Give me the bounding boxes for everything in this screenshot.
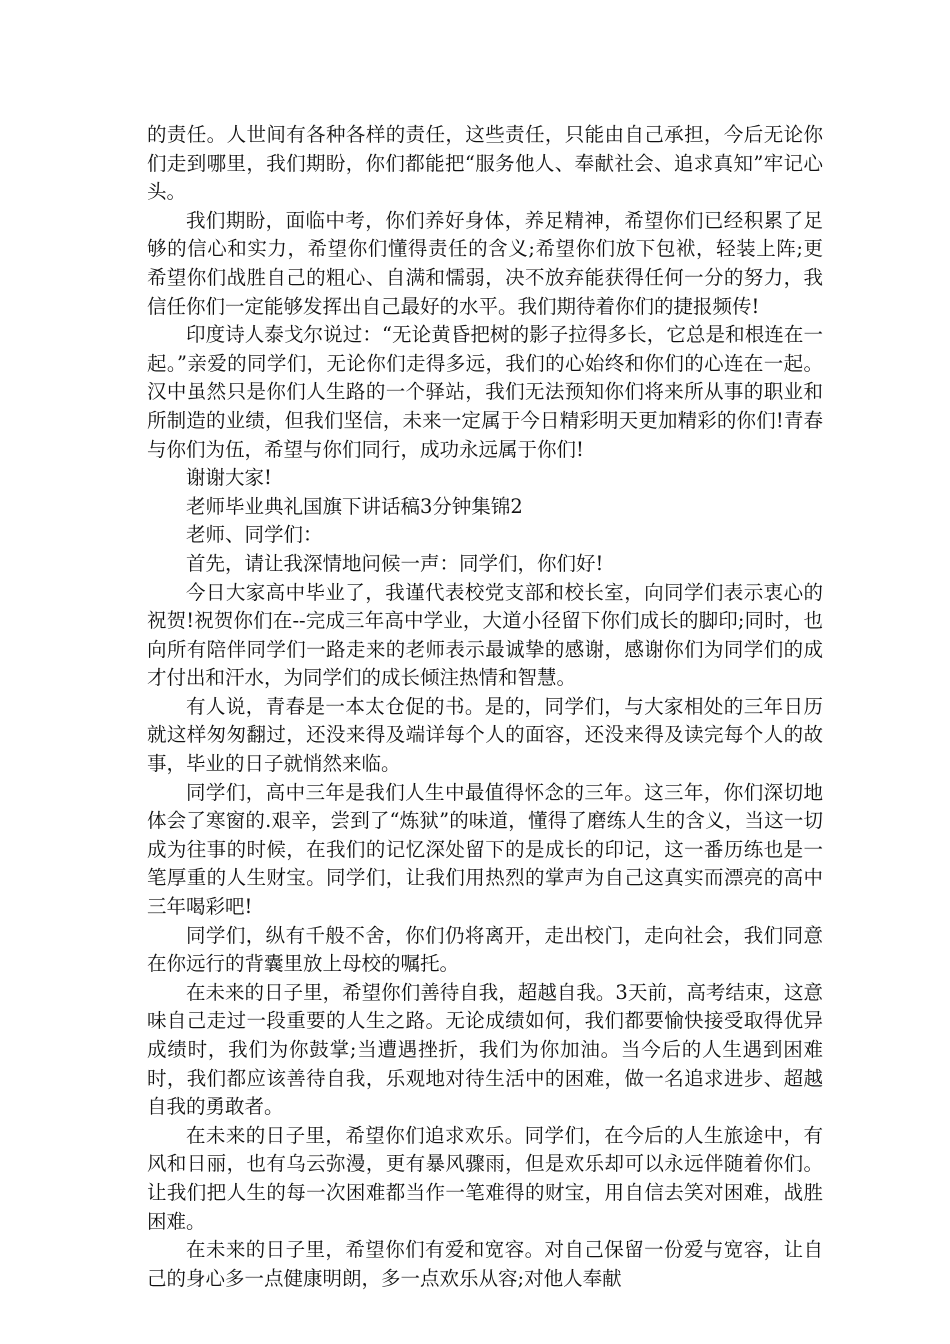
salutation: 老师、同学们： (186, 523, 323, 547)
paragraph-13: 在未来的日子里，希望你们追求欢乐。同学们，在今后的人生旅途中，有风和日丽，也有乌云弥漫，更有暴风骤雨，但是欢乐却可以永远伴随着你们。让我们把人生的每一次困难都当作一笔难得的财宝，用自信去笑对困难，战胜困难。 (147, 1123, 823, 1233)
paragraph-12: 在未来的日子里，希望你们善待自我，超越自我。3天前，高考结束，这意味自己走过一段重要的人生之路。无论成绩如何，我们都要愉快接受取得优异成绩时，我们为你鼓掌;当遭遇挫折，我们为你加油。当今后的人生遇到困难时，我们都应该善待自我，乐观地对待生活中的困难，做一名追求进步、超越自我的勇敢者。 (147, 980, 823, 1119)
closing-thanks: 谢谢大家! (186, 466, 272, 490)
paragraph-14: 在未来的日子里，希望你们有爱和宽容。对自己保留一份爱与宽容，让自己的身心多一点健康明朗，多一点欢乐从容;对他人奉献 (147, 1238, 823, 1290)
paragraph-3: 印度诗人泰戈尔说过：“无论黄昏把树的影子拉得多长，它总是和根连在一起。”亲爱的同学们，无论你们走得多远，我们的心始终和你们的心连在一起。汉中虽然只是你们人生路的一个驿站，我们无法预知你们将来所从事的职业和所制造的业绩，但我们坚信，未来一定属于今日精彩明天更加精彩的你们!青春与你们为伍，希望与你们同行，成功永远属于你们! (147, 323, 823, 461)
paragraph-11: 同学们，纵有千般不舍，你们仍将离开，走出校门，走向社会，我们同意在你远行的背囊里放上母校的嘱托。 (147, 923, 823, 976)
section-title: 老师毕业典礼国旗下讲话稿3分钟集锦2 (186, 494, 523, 518)
document-page (147, 121, 823, 1293)
greeting: 首先，请让我深情地问候一声：同学们，你们好! (186, 551, 604, 575)
paragraph-10: 同学们，高中三年是我们人生中最值得怀念的三年。这三年，你们深切地体会了寒窗的.艰辛，尝到了“炼狱”的味道，懂得了磨练人生的含义，当这一切成为往事的时候，在我们的记忆深处留下的是成长的印记，这一番历练也是一笔厚重的人生财宝。同学们，让我们用热烈的掌声为自己这真实而漂亮的高中三年喝彩吧! (147, 780, 823, 919)
paragraph-9: 有人说，青春是一本太仓促的书。是的，同学们，与大家相处的三年日历就这样匆匆翻过，还没来得及端详每个人的面容，还没来得及读完每个人的故事，毕业的日子就悄然来临。 (147, 694, 823, 776)
paragraph-8: 今日大家高中毕业了，我谨代表校党支部和校长室，向同学们表示衷心的祝贺!祝贺你们在--完成三年高中学业，大道小径留下你们成长的脚印;同时，也向所有陪伴同学们一路走来的老师表示最诚挚的感谢，感谢你们为同学们的成才付出和汗水，为同学们的成长倾注热情和智慧。 (147, 580, 823, 690)
paragraph-1: 的责任。人世间有各种各样的责任，这些责任，只能由自己承担，今后无论你们走到哪里，我们期盼，你们都能把“服务他人、奉献社会、追求真知”牢记心头。 (147, 123, 823, 204)
paragraph-2: 我们期盼，面临中考，你们养好身体，养足精神，希望你们已经积累了足够的信心和实力，希望你们懂得责任的含义;希望你们放下包袱，轻装上阵;更希望你们战胜自己的粗心、自满和懦弱，决不放弃能获得任何一分的努力，我信任你们一定能够发挥出自己最好的水平。我们期待着你们的捷报频传! (147, 208, 823, 318)
